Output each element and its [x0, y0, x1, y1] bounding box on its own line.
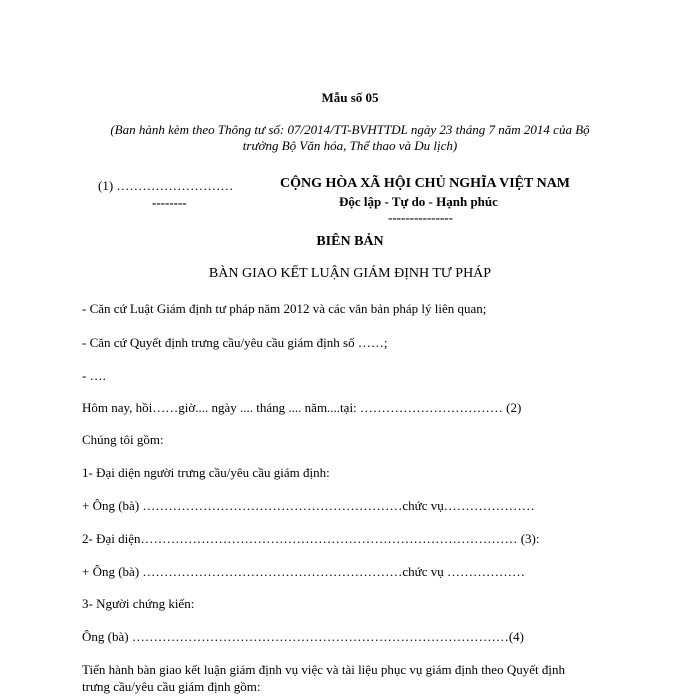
document-subtitle: BÀN GIAO KẾT LUẬN GIÁM ĐỊNH TƯ PHÁP — [208, 266, 492, 281]
body-line-witness-heading: 3- Người chứng kiến: — [82, 596, 195, 611]
issued-note-line-2: trưởng Bộ Văn hóa, Thể thao và Du lịch) — [242, 138, 458, 153]
body-line-requester-heading: 1- Đại diện người trưng cầu/yêu cầu giám định: — [82, 465, 330, 480]
body-line-representative-person: + Ông (bà) ……………………………………………………chức vụ ……………… — [82, 564, 525, 579]
body-line-witness-person: Ông (bà) ……………………………………………………………………………(4) — [82, 629, 524, 644]
body-line-legal-basis-3: - …. — [82, 368, 106, 383]
national-title: CỘNG HÒA XÃ HỘI CHỦ NGHĨA VIỆT NAM — [280, 176, 571, 191]
motto-separator: --------------- — [388, 210, 453, 225]
body-line-representative-heading: 2- Đại diện…………………………………………………………………………… (3): — [82, 531, 540, 546]
body-line-handover-2: trưng cầu/yêu cầu giám định gồm: — [82, 679, 261, 694]
organization-separator: -------- — [152, 195, 187, 210]
body-line-legal-basis-1: - Căn cứ Luật Giám định tư pháp năm 2012 và các văn bản pháp lý liên quan; — [82, 301, 487, 316]
form-number: Mẫu số 05 — [321, 90, 379, 105]
organization-placeholder: (1) ……………………… — [98, 178, 234, 193]
national-motto: Độc lập - Tự do - Hạnh phúc — [339, 194, 498, 209]
document-title: BIÊN BẢN — [316, 234, 384, 249]
body-line-handover-1: Tiến hành bàn giao kết luận giám định vụ việc và tài liệu phục vụ giám định theo Quyết định — [82, 662, 565, 677]
issued-note-line-1: (Ban hành kèm theo Thông tư số: 07/2014/TT-BVHTTDL ngày 23 tháng 7 năm 2014 của Bộ — [110, 122, 590, 137]
body-line-participants-heading: Chúng tôi gồm: — [82, 432, 164, 447]
body-line-legal-basis-2: - Căn cứ Quyết định trưng cầu/yêu cầu giám định số ……; — [82, 335, 388, 350]
body-line-requester-person: + Ông (bà) ……………………………………………………chức vụ………………… — [82, 498, 535, 513]
body-line-date-place: Hôm nay, hồi……giờ.... ngày .... tháng .... năm....tại: …………………………… (2) — [82, 400, 522, 415]
